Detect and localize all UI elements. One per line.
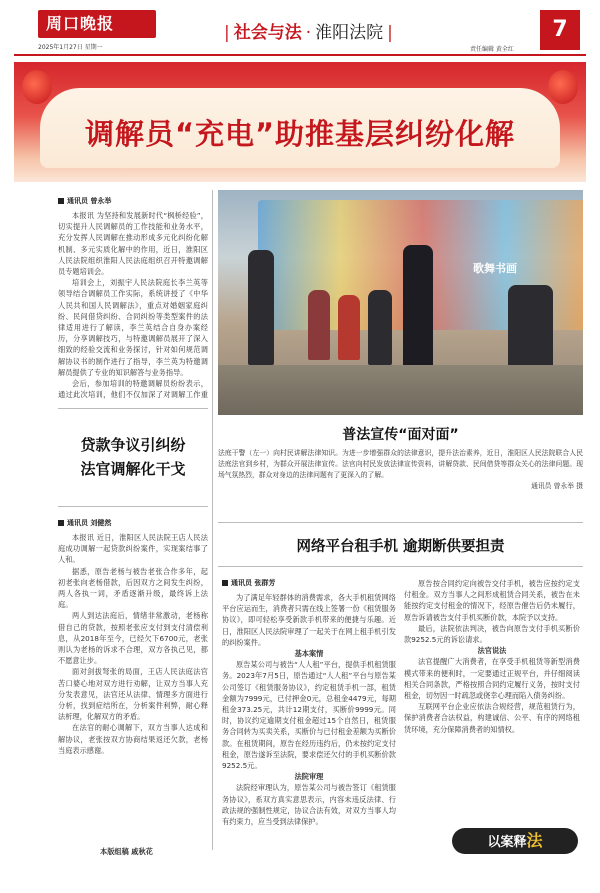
main-byline: 通讯员 曾永举 — [58, 196, 111, 206]
subheading: 法官说法 — [477, 646, 507, 656]
person-figure — [338, 295, 360, 360]
paragraph: 在法官的耐心调解下，双方当事人达成和解协议，老张按双方协商结果返还欠款，老杨当庭表示感谢。 — [58, 723, 208, 755]
photo-credit: 通讯员 曾永举 摄 — [531, 482, 583, 490]
page-number: 7 — [540, 10, 580, 50]
paragraph: 互联网平台企业应依法合规经营，规范租赁行为，保护消费者合法权益，构建诚信、公平、有序的网络租赁环境，充分保障消费者的知情权。 — [404, 702, 580, 734]
masthead-logo: 周口晚报 — [38, 10, 156, 38]
badge-prefix: 以案释 — [487, 835, 527, 850]
section-title: | 社会与法 · 淮阳法院 | — [224, 23, 393, 43]
rental-byline: 通讯员 张群芳 — [222, 578, 275, 588]
divider — [58, 506, 208, 507]
rental-headline: 网络平台租手机 逾期断供要担责 — [296, 539, 505, 555]
page-credit: 本版组稿 戚秋花 — [100, 847, 153, 856]
rental-article-col1 — [222, 592, 396, 854]
paragraph: 原告按合同约定向被告交付手机，被告应按约定支付租金。双方当事人之间形成租赁合同关系，被告在未能按约定支付租金的情况下，经原告催告后仍未履行，原告诉请被告支付手机买断价款，本院予以支持。 — [404, 579, 580, 622]
paragraph: 两人到达法庭后，情绪非常激动，老杨称借自己的贷款，按照老张应支付到支付清偿利息，从2018年至今，已经欠下6700元，老张则认为老杨的诉求不合理，双方各执己见，都不愿意让步。 — [58, 611, 208, 666]
mural-text: 歌舞书画 — [473, 262, 517, 275]
paragraph: 面对剑拔弩张的局面，王店人民法庭法官苦口婆心地对双方进行劝解，让双方当事人充分发表意见，法官还从法律、情理多方面进行分析，找到症结所在，分析案件利弊，耐心释法析理，化解双方的矛盾。 — [58, 667, 208, 722]
photo-caption — [218, 448, 583, 492]
paragraph: 本报讯 近日，淮阳区人民法院王店人民法庭成功调解一起贷款纠纷案件，实现案结事了人和。 — [58, 533, 208, 565]
side-headline-line1: 贷款争议引纠纷 — [80, 436, 186, 454]
news-photo — [218, 190, 583, 415]
lantern-icon — [22, 70, 52, 104]
paragraph: 本报讯 为坚持和发展新时代“枫桥经验”，切实提升人民调解员的工作技能和业务水平，充分发挥人民调解在推动形成多元化纠纷化解机制、多元实质化解中的作用，近日，淮阳区人民法院组织淮阳人民法庭组织召开特邀调解员专题培训会。 — [58, 211, 208, 277]
main-article-body — [58, 210, 208, 400]
paragraph: 据悉，原告老杨与被告老张合作多年，起初老张向老杨借款，后因双方之间发生纠纷，两人各执一词，矛盾逐渐升级，最终诉上法庭。 — [58, 566, 208, 610]
paragraph: 培训会上，刘振宇人民法院庭长李兰英等领导结合调解员工作实际，系统讲授了《中华人民共和国人民调解法》，重点对婚姻家庭纠纷、民间借贷纠纷、合同纠纷等类型案件的法律适用进行了解读，李兰英结合自身办案经历，分享调解技巧，与特邀调解员展开了深入细致的经验交流和业务探讨，针对如何规范调解协议书的制作进行了指导，李兰英为特邀调解员提供了专业的知识解答与业务指导。 — [58, 278, 208, 377]
date-line: 2025年1月27日 星期一 — [38, 44, 103, 51]
subheading: 基本案情 — [294, 649, 324, 659]
paragraph: 为了满足年轻群体的消费需求，各大手机租赁网络平台应运而生，消费者只需在线上签署一份《租赁服务协议》，即可轻松享受新款手机带来的便捷与乐趣。近日，淮阳区人民法院审理了一起关于在网上租手机引发的纠纷案件。 — [222, 593, 396, 647]
person-figure — [403, 245, 433, 385]
photo-title: 普法宣传“面对面” — [342, 427, 459, 443]
person-figure — [308, 290, 330, 360]
column-divider — [212, 190, 213, 850]
subsection-name: 淮阳法院 — [315, 23, 384, 43]
paragraph: 原告某公司与被告“人人租”平台，提供手机租赁服务。2023年7月5日，原告通过“人人租”平台与原告某公司签订《租赁服务协议》，约定租赁手机一部，租赁金额为7999元，已付押金0元，总租金4479元，每期租金373.25元，共计12期支付，买断价9999元。同时，协议约定逾期支付租金超过15个自然日，租赁服务合同转为买卖关系，买断价与已付租金差额为买断价款。在租赁期间，原告在经历违约后，仍未按约定支付租金，原告遂诉至法院，要求偿还欠付的手机买断价款9252.5元。 — [222, 660, 396, 771]
editor-line: 责任编辑 黄全红 — [470, 46, 514, 53]
lantern-icon — [548, 70, 578, 104]
caption-text: 法庭干警（左一）向村民讲解法律知识。为进一步增强群众的法律意识，提升法治素养，近日，淮阳区人民法院联合人民法庭法官到乡村，为群众开展法律宣传。法官向村民发放法律宣传资料，讲解贷款、民间借贷等群众关心的法律问题。现场气氛热烈，群众对身边的法律问题有了更深入的了解。 — [218, 449, 583, 479]
divider — [218, 522, 583, 523]
person-figure — [248, 250, 274, 365]
side-article-body — [58, 532, 208, 834]
case-explainer-badge — [452, 828, 578, 854]
main-headline: 调解员“充电”助推基层纠纷化解 — [84, 117, 516, 151]
badge-suffix: 法 — [526, 831, 543, 850]
paragraph: 法官提醒广大消费者，在享受手机租赁等新型消费模式带来的便利时，一定要通过正规平台，并仔细阅读相关合同条款，严格按照合同约定履行义务，按时支付租金，切勿因一时疏忽或侥幸心理而陷入债务纠纷。 — [404, 657, 580, 701]
person-figure — [368, 290, 392, 365]
rental-article-col2 — [404, 578, 580, 822]
side-headline-line2: 法官调解化干戈 — [80, 460, 186, 478]
paragraph: 法院经审理认为，原告某公司与被告签订《租赁服务协议》，系双方真实意思表示，内容未违反法律、行政法规的强制性规定，协议合法有效，对双方当事人均有约束力，应当受到法律保护。 — [222, 783, 396, 827]
subheading: 法院审理 — [294, 772, 324, 782]
divider — [58, 408, 208, 409]
header-rule — [14, 54, 586, 56]
side-byline: 通讯员 刘健然 — [58, 518, 111, 528]
ground — [218, 365, 583, 415]
section-name: 社会与法 — [233, 23, 302, 43]
paragraph: 会后，参加培训的特邀调解员纷纷表示，通过此次培训，他们不仅加深了对调解工作重 — [58, 379, 208, 400]
divider — [218, 566, 583, 567]
paragraph: 最后，法院依法判决，被告向原告支付手机买断价款9252.5元的诉讼请求。 — [404, 623, 580, 645]
